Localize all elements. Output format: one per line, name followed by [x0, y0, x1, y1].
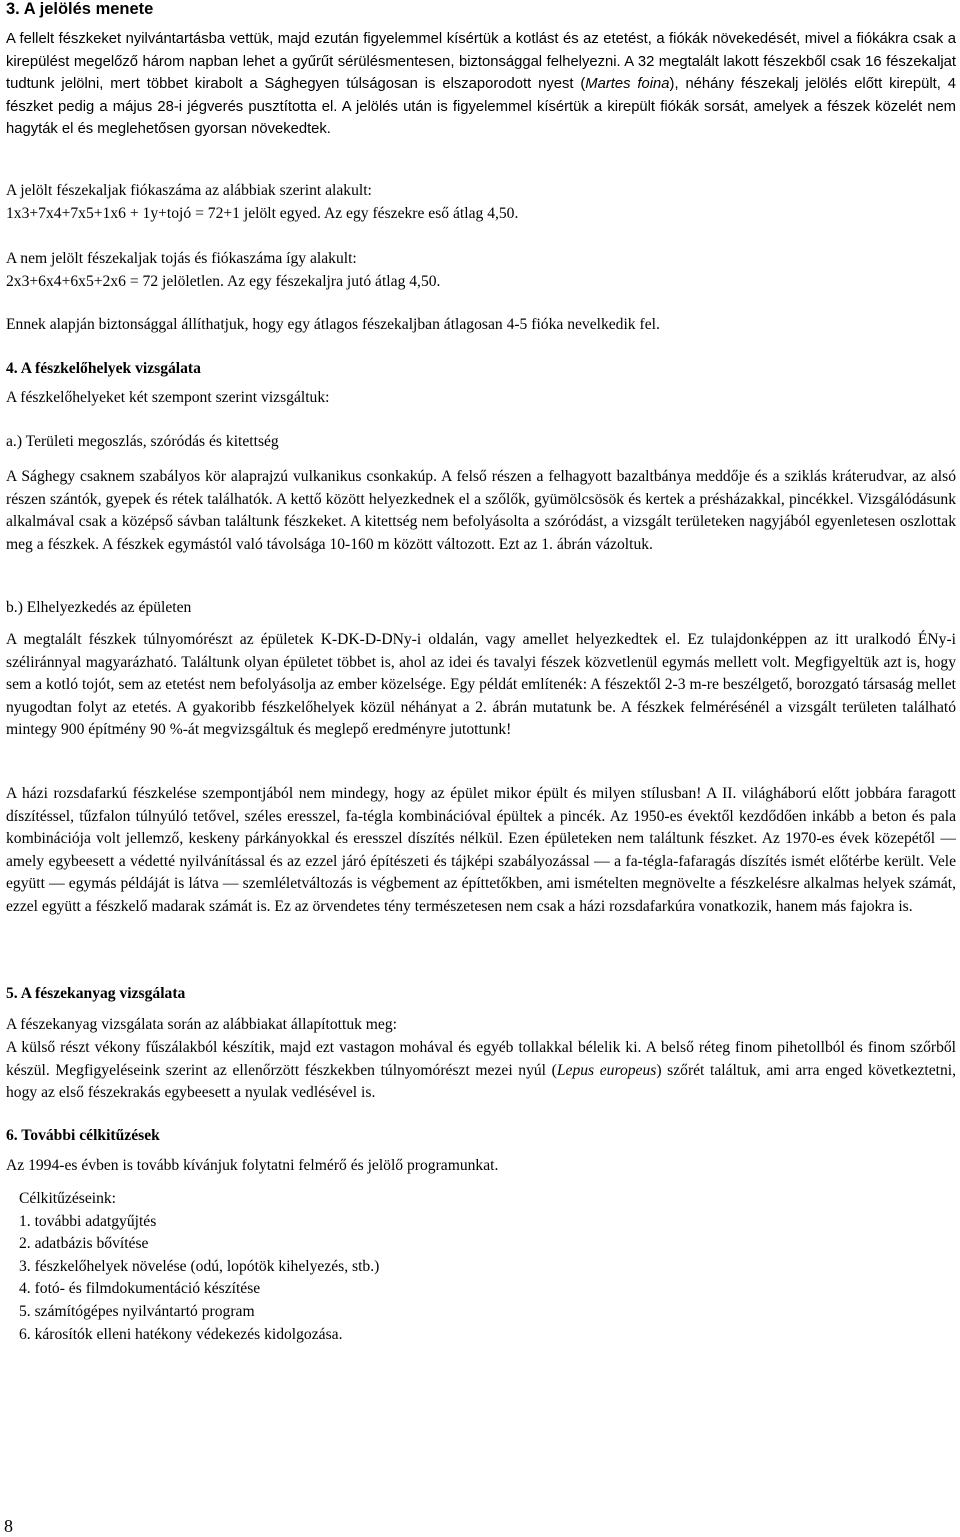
page-number: 8 — [4, 1516, 13, 1536]
list-item: 4. fotó- és filmdokumentáció készítése — [19, 1280, 261, 1298]
list-item: 3. fészkelőhelyek növelése (odú, lopótök kihelyezés, stb.) — [19, 1257, 380, 1275]
subsection-a-title: a.) Területi megoszlás, szóródás és kitettség — [6, 433, 279, 450]
section-3-text-part-a: A fellelt fészkeket nyilvántartásba vettük, majd ezután figyelemmel kísértük a kotlást és az etetést, a fiókák növekedését, mivel a fiókákra csak a kirepülést megelőző három napban lehet a gyűrűt sérülésmentesen, biztonsággal felhelyezni. A 32 megtalált lakott fészekből csak 16 fészekaljat tudtunk jelölni, mert többet kirabolt a Sághegyen túlságosan is elszaporodott nyest ( — [6, 31, 956, 93]
section-4-title: 4. A fészkelőhelyek vizsgálata — [6, 360, 201, 377]
section-5-text — [6, 1037, 956, 1105]
list-item: 2. adatbázis bővítése — [19, 1235, 149, 1253]
subsection-b-paragraph-2: A házi rozsdafarkú fészkelése szempontjából nem mindegy, hogy az épület mikor épült és milyen stílusban! A II. világháború előtt jobbára faragott díszítéssel, tűzfalon túlnyúló tetővel, széles eresszel, fa-tégla kombinációval épültek a pincék. Az 1950-es évektől kezdődően inkább a beton és pala kombinációja volt jellemző, keskeny párkányokkal és eresszel díszítés nélkül. Ezen épületeken nem találtunk fészket. Az 1970-es évek közepétől — amely egybeesett a védetté nyilvánítással és az ezzel járó építészeti és tájképi szabályozással — a fa-tégla-fafaragás díszítés ismét előtérbe került. Vele együtt — egymás példáját is látva — szemléletváltozás is végbement az építtetőkben, ami ismételten megnövelte a fészkelésre alkalmas helyek számát, ezzel együtt a fészkelő madarak számát is. Ez az örvendetes tény természetesen nem csak a házi rozsdafarkúra vonatkozik, hanem más fajokra is. — [6, 785, 956, 915]
subsection-b-paragraph-1: A megtalált fészkek túlnyomórészt az épületek K-DK-D-DNy-i oldalán, vagy amellet helyezkedtek el. Ez tulajdonképpen az itt uralkodó ÉNy-i széliránnyal magyarázható. Találtunk olyan épületet többet is, ahol az idei és tavalyi fészek közvetlenül egymás mellett volt. Megfigyeltük azt is, hogy sem a kotló tojót, sem az etetést nem befolyásolja az ember közelsége. Egy példát említenék: A fészektől 2-3 m-re beszélgető, borozgató társaság mellet nyugodtan folyt az etetés. A gyakoribb fészkelőhelyek közül néhányat a 2. ábrán mutatunk be. A fészkek felmérésénél a vizsgált területen található mintegy 900 építmény 90 %-át megvizsgáltuk és meglepő eredményre jutottunk! — [6, 631, 956, 739]
section-3-text-part-b: ), néhány fészekalj jelölés előtt kirepült, 4 fészket pedig a május 28-i jégverés pusztította el. A jelölés után is figyelemmel kísértük a kirepült fiókák sorsát, amelyek a fészek közelét nem hagyták el és meglehetősen gyorsan növekedtek. — [6, 76, 957, 138]
section-6-title: 6. További célkitűzések — [6, 1127, 160, 1144]
marked-nests-block — [6, 180, 956, 225]
section-5-title: 5. A fészekanyag vizsgálata — [6, 985, 186, 1002]
goals-label: Célkitűzéseink: — [19, 1190, 117, 1207]
subsection-a-paragraph: A Sághegy csaknem szabályos kör alaprajzú vulkanikus csonkakúp. A felső részen a felhagyott bazaltbánya meddője és a sziklás kráterudvar, az alsó részen szántók, gyepek és rétek találhatók. A kettő között helyezkednek el a szőlők, gyümölcsösök és kertek a présházakkal, pincékkel. Vizsgálódásunk alkalmával csak a középső sávban találtunk fészkeket. A kitettség nem befolyásolta a szóródást, a vizsgált területeken nagyjából egyenletesen oszlottak meg a fészkek. A fészkek egymástól való távolsága 10-160 m között változott. Ezt az 1. ábrán vázoltuk. — [6, 468, 956, 553]
list-item: 6. károsítók elleni hatékony védekezés kidolgozása. — [19, 1325, 343, 1343]
section-5-text-part-b: ) szőrét találtuk, ami arra enged következtetni, hogy az első fészekrakás egybeesett a nyulak vedlésével is. — [6, 1061, 956, 1102]
marked-nests-formula: 1x3+7x4+7x5+1x6 + 1y+tojó = 72+1 jelölt egyed. Az egy fészekre eső átlag 4,50. — [6, 204, 519, 222]
marked-nests-intro: A jelölt fészekaljak fiókaszáma az alábbiak szerint alakult: — [6, 182, 372, 199]
section-6-intro: Az 1994-es évben is tovább kívánjuk folytatni felmérő és jelölő programunkat. — [6, 1157, 499, 1174]
section-3-conclusion: Ennek alapján biztonsággal állíthatjuk, hogy egy átlagos fészekaljban átlagosan 4-5 fióka nevelkedik fel. — [6, 316, 660, 333]
unmarked-nests-formula: 2x3+6x4+6x5+2x6 = 72 jelöletlen. Az egy fészekaljra jutó átlag 4,50. — [6, 272, 441, 290]
list-item: 5. számítógépes nyilvántartó program — [19, 1302, 255, 1320]
section-4-intro: A fészkelőhelyeket két szempont szerint vizsgáltuk: — [6, 389, 330, 406]
section-5-intro: A fészekanyag vizsgálata során az alábbiakat állapítottuk meg: — [6, 1016, 397, 1033]
goals-list — [19, 1188, 379, 1346]
list-item: 1. további adatgyűjtés — [19, 1212, 157, 1230]
section-3-title: 3. A jelölés menete — [6, 0, 154, 18]
section-5-text-part-a: A külső részt vékony fűszálakból készítik, majd ezt vastagon mohával és egyéb tollakkal bélelik ki. A belső réteg finom pihetollból és finom szőrből készül. Megfigyeléseink szerint az ellenőrzött fészkekben túlnyomórészt mezei nyúl ( — [6, 1039, 956, 1079]
subsection-a-text — [6, 466, 956, 556]
species-name-martes: Martes foina — [585, 76, 670, 93]
species-name-lepus: Lepus europeus — [556, 1061, 657, 1079]
section-3-paragraph — [6, 28, 956, 141]
unmarked-nests-block — [6, 248, 956, 293]
subsection-b-title: b.) Elhelyezkedés az épületen — [6, 599, 192, 616]
subsection-b-text-2 — [6, 783, 956, 919]
unmarked-nests-intro: A nem jelölt fészekaljak tojás és fiókaszáma így alakult: — [6, 250, 357, 267]
subsection-b-text-1 — [6, 629, 956, 742]
